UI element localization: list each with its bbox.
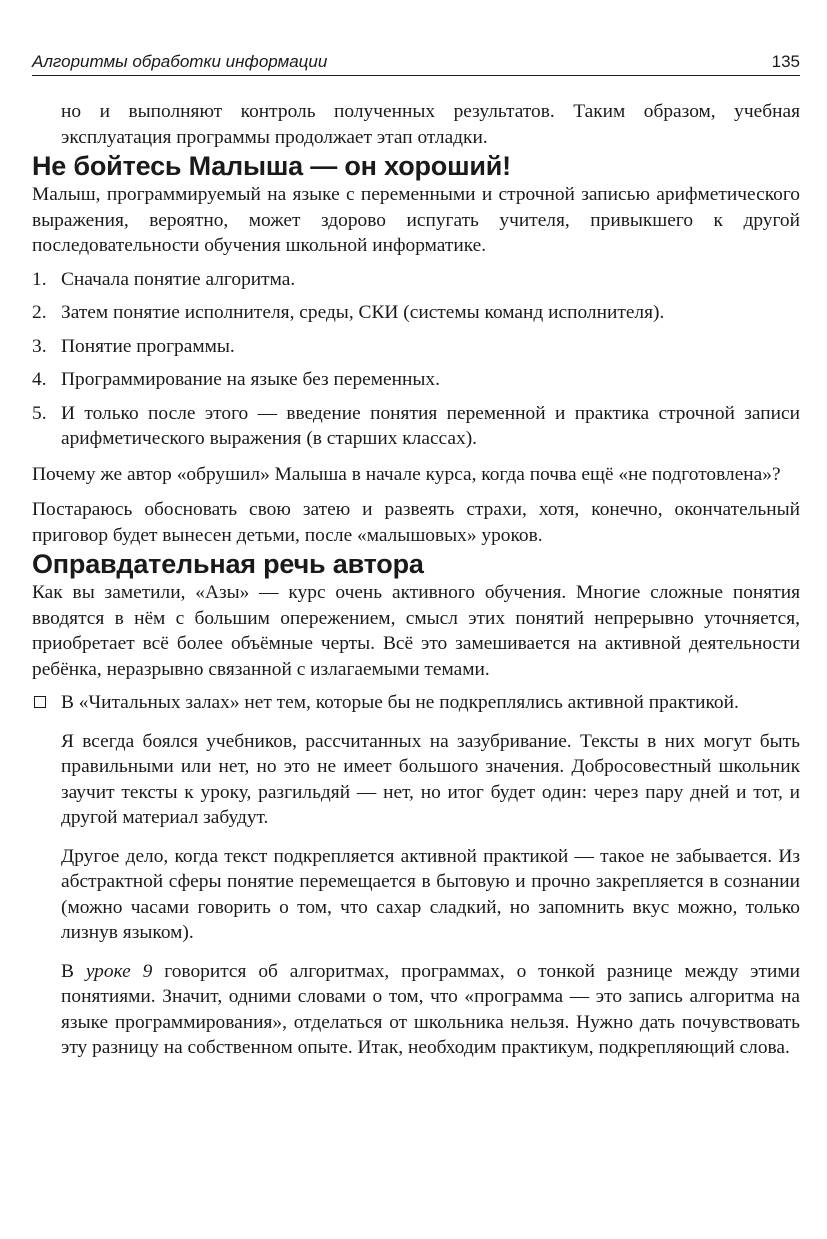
list-item [32, 334, 800, 360]
section1-answer: Постараюсь обосновать свою затею и развеять страхи, хотя, конечно, окончательный приговор будет вынесен детьми, после «малышовых» уроков. [32, 499, 800, 546]
section-heading-malysh: Не бойтесь Малыша — он хороший! [32, 151, 511, 181]
lesson-paragraph-text: говорится об алгоритмах, программах, о тонкой разнице между этими понятиями. Значит, одними словами о том, что «программа — это запись алгоритма на языке программирования», отделаться от школьника нельзя. Нужно дать почувствовать эту разницу на собственном опыте. Итак, необходим практикум, подкрепляющий слова. [61, 960, 800, 1058]
list-item-text: Затем понятие исполнителя, среды, СКИ (системы команд исполнителя). [61, 302, 665, 323]
learning-steps-list [32, 267, 800, 452]
section-heading-defense: Оправдательная речь автора [32, 549, 424, 579]
list-item-text: И только после этого — введение понятия переменной и практика строчной записи арифметического выражения (в старших классах). [61, 402, 800, 449]
section2-paragraph: Как вы заметили, «Азы» — курс очень активного обучения. Многие сложные понятия вводятся в нём с большим опережением, смысл этих понятий непрерывно уточняется, приобретает всё более объёмные черты. Всё это замешивается на активной деятельности ребёнка, неразрывно связанной с излагаемыми темами. [32, 582, 800, 680]
square-bullet-icon [32, 690, 61, 716]
section1-question: Почему же автор «обрушил» Малыша в начале курса, когда почва ещё «не подготовлена»? [32, 463, 781, 485]
lesson-lead-word: В [61, 960, 74, 982]
list-item [32, 300, 800, 326]
list-item-number: 5. [32, 402, 47, 424]
chapter-title: Алгоритмы обработки информации [32, 52, 328, 71]
list-item-number: 3. [32, 335, 47, 357]
sub-paragraph-textbooks: Я всегда боялся учебников, рассчитанных на зазубривание. Тексты в них могут быть правильными или нет, но это не имеет большого значения. Добросовестный школьник заучит тексты к уроку, разгильдяй — нет, но итог будет один: через пару дней и тот, и другой материал забудут. [61, 730, 800, 828]
list-item-text: Понятие программы. [61, 335, 235, 357]
list-item-text: Сначала понятие алгоритма. [61, 268, 296, 290]
list-item-number: 4. [32, 369, 47, 390]
running-header [32, 52, 800, 76]
checkbox-bullet-item [32, 690, 800, 716]
sub-paragraph-lesson9 [61, 959, 800, 1061]
list-item-number: 1. [32, 268, 47, 290]
page-number: 135 [771, 52, 800, 71]
book-page [32, 52, 800, 1061]
lesson-reference: уроке 9 [85, 960, 153, 982]
list-item [32, 401, 800, 452]
list-item-number: 2. [32, 302, 47, 323]
intro-continuation: но и выполняют контроль полученных результатов. Таким образом, учебная эксплуатация программы продолжает этап отладки. [61, 101, 800, 148]
list-item-text: Программирование на языке без переменных. [61, 369, 440, 390]
sub-paragraph-practice: Другое дело, когда текст подкрепляется активной практикой — такое не забывается. Из абстрактной сферы понятие перемещается в бытовую и прочно закрепляется в сознании (можно часами говорить о том, что сахар сладкий, но запомнить вкус можно, только лизнув языком). [61, 845, 800, 943]
section1-paragraph: Малыш, программируемый на языке с переменными и строчной записью арифметического выражения, вероятно, может здорово испугать учителя, привыкшего к другой последовательности обучения школьной информатике. [32, 184, 800, 256]
list-item [32, 267, 800, 293]
bullet-text: В «Читальных залах» нет тем, которые бы не подкреплялись активной практикой. [61, 692, 739, 713]
list-item [32, 367, 800, 393]
